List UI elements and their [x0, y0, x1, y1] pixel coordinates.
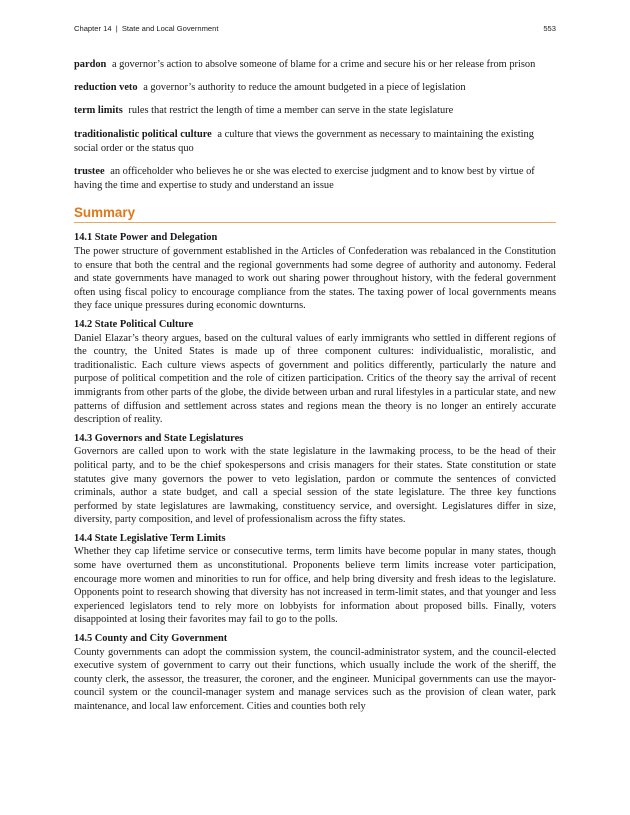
section-title: 14.3 Governors and State Legislatures — [74, 432, 244, 444]
section-title: 14.5 County and City Government — [74, 633, 228, 645]
summary-section — [74, 432, 556, 527]
glossary-definition: rules that restrict the length of time a member can serve in the state legislature — [128, 105, 454, 117]
glossary-term: traditionalistic political culture — [74, 128, 212, 140]
glossary-entry — [74, 165, 556, 193]
glossary-term: reduction veto — [74, 82, 138, 94]
glossary-entry — [74, 128, 556, 156]
summary-section — [74, 532, 556, 627]
running-header-left — [74, 24, 218, 33]
section-body: The power structure of government established in the Articles of Confederation was rebalanced in the Constitution to ensure that both the central and the regional governments had some degree of authority and autonomy. Federal and state governments have managed to work out sharing power throughout history, with the federal government often using fiscal policy to encourage compliance from the states. The taxing power of local governments means they face unique pressures during economic downturns. — [74, 246, 556, 312]
section-title: 14.1 State Power and Delegation — [74, 232, 218, 244]
glossary-term: pardon — [74, 59, 107, 70]
section-body: County governments can adopt the commission system, the council-administrator system, and the council-elected executive system of government to carry out their functions, which usually include the work of the sheriff, the county clerk, the assessor, the treasurer, the coroner, and the engineer. Municipal governments can use the mayor-council system or the council-manager system and manage services such as the provision of clean water, park maintenance, and local law enforcement. Cities and counties both rely — [74, 646, 556, 713]
section-body: Daniel Elazar’s theory argues, based on the cultural values of early immigrants who settled in different regions of the country, the United States is made up of three component cultures: individualistic, moralistic, and traditionalistic. Each culture views aspects of government and politics differently, particularly the nature and purpose of political competition and the role of citizen participation. Critics of the theory say the arrival of recent immigrants from other parts of the globe, the divide between urban and rural lifestyles in a particular state, and new patterns of diffusion and settlement across states and regions mean the theory is no longer an entirely accurate description of reality. — [74, 332, 556, 426]
summary-section — [74, 632, 556, 714]
glossary-definition: a governor’s action to absolve someone of blame for a crime and secure his or her release from prison — [111, 59, 536, 70]
glossary-definition: an officeholder who believes he or she was elected to exercise judgment and to know best by virtue of having the time and expertise to study and understand an issue — [74, 166, 535, 192]
page-number: 553 — [543, 24, 556, 33]
page-content — [74, 58, 556, 719]
section-body: Whether they cap lifetime service or consecutive terms, term limits have become popular in many states, though some have overturned them as unconstitutional. Proponents believe term limits increase voter participation, encourage more women and minorities to run for office, and help bring diversity and fresh ideas to the legislature. Opponents point to research showing that diversity has not increased in term-limit states, and that younger and less experienced legislators tend to rely more on lobbyists for information about proposed bills. Finally, voters disappointed at losing their favorites may fail to go to the polls. — [74, 546, 556, 626]
glossary-definition: a culture that views the government as necessary to maintaining the existing social order or the status quo — [74, 128, 534, 154]
section-title: 14.4 State Legislative Term Limits — [74, 532, 226, 544]
glossary-entry — [74, 81, 556, 95]
section-body: Governors are called upon to work with the state legislature in the lawmaking process, to be the head of their political party, and to be the chief spokespersons and crisis managers for their states. State constitution or state statutes give many governors the power to veto legislation, pardon or commute the sentences of convicted criminals, author a state budget, and call a special session of the state legislature. The three key functions performed by state legislatures are lawmaking, constituency service, and oversight. Legislatures differ in size, diversity, party composition, and level of professionalism across the fifty states. — [74, 446, 556, 526]
glossary-term: trustee — [74, 166, 105, 178]
glossary-term: term limits — [74, 105, 123, 117]
glossary-entry — [74, 58, 556, 72]
header-separator: | — [115, 24, 118, 33]
running-header — [74, 24, 556, 33]
section-title: 14.2 State Political Culture — [74, 318, 194, 330]
summary-section — [74, 231, 556, 313]
glossary-terms — [74, 58, 556, 193]
chapter-title: State and Local Government — [121, 24, 219, 33]
glossary-definition: a governor’s authority to reduce the amount budgeted in a piece of legislation — [143, 82, 466, 94]
chapter-label: Chapter 14 — [74, 24, 112, 33]
summary-heading: Summary — [74, 205, 556, 223]
summary-section — [74, 318, 556, 427]
glossary-entry — [74, 104, 556, 118]
